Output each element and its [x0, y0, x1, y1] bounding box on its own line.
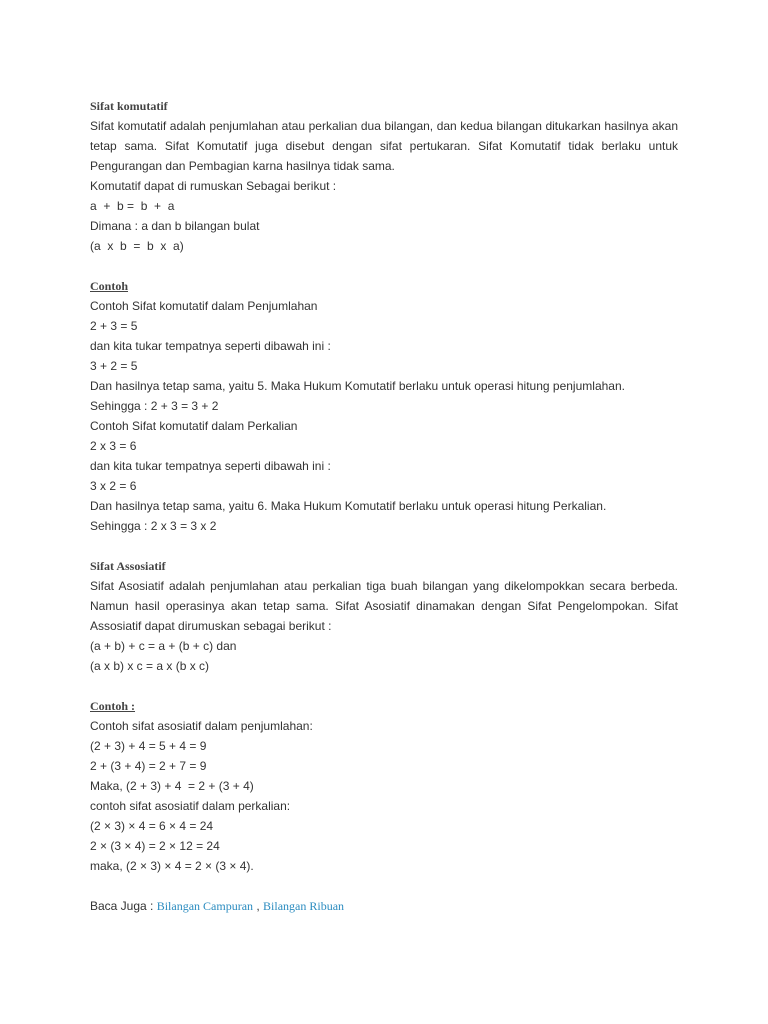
- text-line: Dan hasilnya tetap sama, yaitu 5. Maka Hukum Komutatif berlaku untuk operasi hitung penjumlahan.: [90, 379, 625, 393]
- spacer: [90, 876, 678, 896]
- formula-line: 2 + (3 + 4) = 2 + 7 = 9: [90, 759, 207, 773]
- section-heading-contoh: Contoh: [90, 279, 129, 293]
- formula-line: Maka, (2 + 3) + 4 = 2 + (3 + 4): [90, 779, 254, 793]
- formula-line: (a x b) x c = a x (b x c): [90, 659, 210, 673]
- formula-line: 2 + 3 = 5: [90, 319, 138, 333]
- formula-line: 2 × (3 × 4) = 2 × 12 = 24: [90, 839, 220, 853]
- spacer: [90, 676, 678, 696]
- text-line: Contoh Sifat komutatif dalam Penjumlahan: [90, 299, 318, 313]
- formula-line: 2 x 3 = 6: [90, 439, 137, 453]
- paragraph-komutatif-definition: Sifat komutatif adalah penjumlahan atau perkalian dua bilangan, dan kedua bilangan ditukarkan hasilnya akan tetap sama. Sifat Komutatif juga disebut dengan sifat pertukaran. Sifat Komutatif tidak berlaku untuk Pengurangan dan Pembagian karna hasilnya tidak sama.: [90, 119, 678, 173]
- section-heading-komutatif: Sifat komutatif: [90, 99, 168, 113]
- formula-line: a + b = b + a: [90, 199, 175, 213]
- text-line: contoh sifat asosiatif dalam perkalian:: [90, 799, 291, 813]
- formula-line: 3 x 2 = 6: [90, 479, 137, 493]
- document-page: [90, 96, 678, 916]
- formula-line: (2 × 3) × 4 = 6 × 4 = 24: [90, 819, 214, 833]
- text-line: dan kita tukar tempatnya seperti dibawah ini :: [90, 339, 331, 353]
- read-also-line: [90, 896, 678, 916]
- link-bilangan-ribuan[interactable]: Bilangan Ribuan: [263, 899, 345, 913]
- text-line: Dimana : a dan b bilangan bulat: [90, 219, 260, 233]
- formula-line: (2 + 3) + 4 = 5 + 4 = 9: [90, 739, 207, 753]
- formula-line: (a + b) + c = a + (b + c) dan: [90, 639, 237, 653]
- text-line: dan kita tukar tempatnya seperti dibawah ini :: [90, 459, 331, 473]
- formula-line: maka, (2 × 3) × 4 = 2 × (3 × 4).: [90, 859, 254, 873]
- read-also-prefix: Baca Juga :: [90, 899, 157, 913]
- paragraph-assosiatif-definition: Sifat Asosiatif adalah penjumlahan atau perkalian tiga buah bilangan yang dikelompokkan secara berbeda. Namun hasil operasinya akan tetap sama. Sifat Asosiatif dinamakan dengan Sifat Pengelompokan. Sifat Assosiatif dapat dirumuskan sebagai berikut :: [90, 579, 678, 633]
- link-separator: ,: [253, 899, 264, 913]
- text-line: Dan hasilnya tetap sama, yaitu 6. Maka Hukum Komutatif berlaku untuk operasi hitung Perkalian.: [90, 499, 607, 513]
- text-line: Contoh Sifat komutatif dalam Perkalian: [90, 419, 298, 433]
- formula-line: 3 + 2 = 5: [90, 359, 138, 373]
- formula-line: (a x b = b x a): [90, 239, 184, 253]
- section-heading-assosiatif: Sifat Assosiatif: [90, 559, 166, 573]
- spacer: [90, 536, 678, 556]
- link-bilangan-campuran[interactable]: Bilangan Campuran: [156, 899, 254, 913]
- section-heading-contoh-asosiatif: Contoh :: [90, 699, 136, 713]
- text-line: Contoh sifat asosiatif dalam penjumlahan:: [90, 719, 313, 733]
- formula-line: Sehingga : 2 + 3 = 3 + 2: [90, 399, 219, 413]
- spacer: [90, 256, 678, 276]
- formula-line: Sehingga : 2 x 3 = 3 x 2: [90, 519, 217, 533]
- text-line: Komutatif dapat di rumuskan Sebagai berikut :: [90, 179, 337, 193]
